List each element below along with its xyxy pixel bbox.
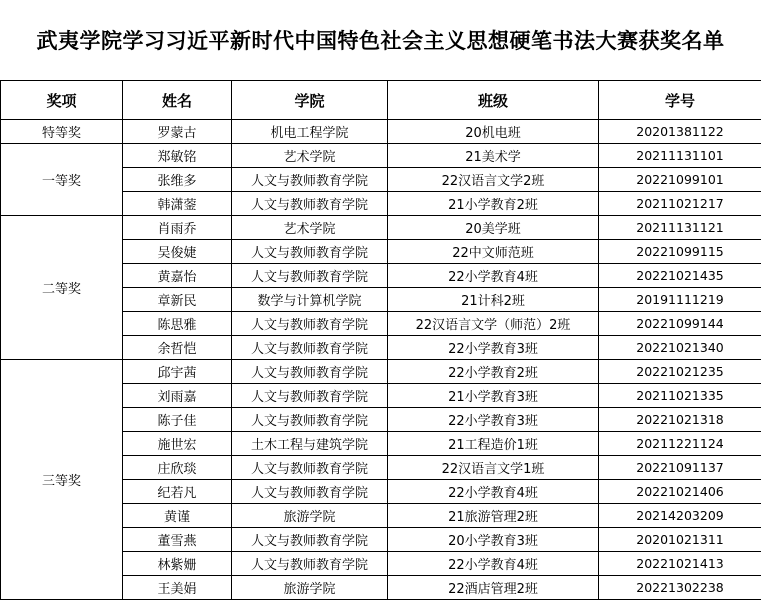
class-cell: 22中文师范班 — [388, 240, 599, 264]
student-id-cell: 20221099144 — [599, 312, 761, 336]
header-class: 班级 — [388, 81, 599, 120]
award-cell: 一等奖 — [1, 144, 123, 216]
college-cell: 人文与教师教育学院 — [232, 168, 388, 192]
student-id-cell: 20211021217 — [599, 192, 761, 216]
student-id-cell: 20211221124 — [599, 432, 761, 456]
table-row — [1, 360, 761, 384]
table-body — [1, 120, 761, 600]
award-table — [0, 80, 761, 600]
table-row — [1, 144, 761, 168]
college-cell: 人文与教师教育学院 — [232, 240, 388, 264]
class-cell: 20美学班 — [388, 216, 599, 240]
name-cell: 陈思雅 — [123, 312, 232, 336]
college-cell: 数学与计算机学院 — [232, 288, 388, 312]
student-id-cell: 20221302238 — [599, 576, 761, 600]
name-cell: 施世宏 — [123, 432, 232, 456]
class-cell: 21小学教育3班 — [388, 384, 599, 408]
college-cell: 人文与教师教育学院 — [232, 408, 388, 432]
student-id-cell: 20191111219 — [599, 288, 761, 312]
student-id-cell: 20221021435 — [599, 264, 761, 288]
name-cell: 张维多 — [123, 168, 232, 192]
college-cell: 机电工程学院 — [232, 120, 388, 144]
student-id-cell: 20221021235 — [599, 360, 761, 384]
class-cell: 21美术学 — [388, 144, 599, 168]
college-cell: 艺术学院 — [232, 144, 388, 168]
award-cell: 二等奖 — [1, 216, 123, 360]
header-student-id: 学号 — [599, 81, 761, 120]
student-id-cell: 20221091137 — [599, 456, 761, 480]
student-id-cell: 20211131121 — [599, 216, 761, 240]
name-cell: 黄嘉怡 — [123, 264, 232, 288]
name-cell: 林紫姗 — [123, 552, 232, 576]
student-id-cell: 20221021406 — [599, 480, 761, 504]
header-row — [1, 81, 761, 120]
college-cell: 土木工程与建筑学院 — [232, 432, 388, 456]
college-cell: 人文与教师教育学院 — [232, 312, 388, 336]
college-cell: 旅游学院 — [232, 504, 388, 528]
name-cell: 韩潇蓥 — [123, 192, 232, 216]
student-id-cell: 20221021340 — [599, 336, 761, 360]
name-cell: 王美娟 — [123, 576, 232, 600]
class-cell: 20小学教育3班 — [388, 528, 599, 552]
college-cell: 人文与教师教育学院 — [232, 456, 388, 480]
name-cell: 刘雨嘉 — [123, 384, 232, 408]
college-cell: 人文与教师教育学院 — [232, 264, 388, 288]
class-cell: 20机电班 — [388, 120, 599, 144]
class-cell: 21小学教育2班 — [388, 192, 599, 216]
name-cell: 肖雨乔 — [123, 216, 232, 240]
student-id-cell: 20211131101 — [599, 144, 761, 168]
class-cell: 21旅游管理2班 — [388, 504, 599, 528]
award-cell: 三等奖 — [1, 360, 123, 600]
class-cell: 22酒店管理2班 — [388, 576, 599, 600]
class-cell: 22汉语言文学（师范）2班 — [388, 312, 599, 336]
name-cell: 黄谨 — [123, 504, 232, 528]
class-cell: 22汉语言文学1班 — [388, 456, 599, 480]
name-cell: 邱宇茜 — [123, 360, 232, 384]
class-cell: 22汉语言文学2班 — [388, 168, 599, 192]
header-award: 奖项 — [1, 81, 123, 120]
class-cell: 22小学教育3班 — [388, 408, 599, 432]
college-cell: 人文与教师教育学院 — [232, 360, 388, 384]
student-id-cell: 20201381122 — [599, 120, 761, 144]
header-name: 姓名 — [123, 81, 232, 120]
college-cell: 人文与教师教育学院 — [232, 336, 388, 360]
name-cell: 章新民 — [123, 288, 232, 312]
page-title: 武夷学院学习习近平新时代中国特色社会主义思想硬笔书法大赛获奖名单 — [0, 0, 761, 80]
student-id-cell: 20201021311 — [599, 528, 761, 552]
name-cell: 罗蒙古 — [123, 120, 232, 144]
student-id-cell: 20221021413 — [599, 552, 761, 576]
award-cell: 特等奖 — [1, 120, 123, 144]
name-cell: 吴俊婕 — [123, 240, 232, 264]
class-cell: 22小学教育4班 — [388, 264, 599, 288]
college-cell: 人文与教师教育学院 — [232, 552, 388, 576]
class-cell: 22小学教育4班 — [388, 480, 599, 504]
class-cell: 21计科2班 — [388, 288, 599, 312]
class-cell: 22小学教育2班 — [388, 360, 599, 384]
class-cell: 22小学教育4班 — [388, 552, 599, 576]
student-id-cell: 20214203209 — [599, 504, 761, 528]
class-cell: 22小学教育3班 — [388, 336, 599, 360]
college-cell: 人文与教师教育学院 — [232, 480, 388, 504]
name-cell: 董雪燕 — [123, 528, 232, 552]
college-cell: 人文与教师教育学院 — [232, 528, 388, 552]
name-cell: 陈子佳 — [123, 408, 232, 432]
student-id-cell: 20211021335 — [599, 384, 761, 408]
college-cell: 旅游学院 — [232, 576, 388, 600]
student-id-cell: 20221099115 — [599, 240, 761, 264]
student-id-cell: 20221099101 — [599, 168, 761, 192]
name-cell: 庄欣琰 — [123, 456, 232, 480]
college-cell: 人文与教师教育学院 — [232, 384, 388, 408]
name-cell: 郑敏铭 — [123, 144, 232, 168]
college-cell: 人文与教师教育学院 — [232, 192, 388, 216]
student-id-cell: 20221021318 — [599, 408, 761, 432]
name-cell: 余哲恺 — [123, 336, 232, 360]
header-college: 学院 — [232, 81, 388, 120]
table-row — [1, 120, 761, 144]
name-cell: 纪若凡 — [123, 480, 232, 504]
college-cell: 艺术学院 — [232, 216, 388, 240]
table-row — [1, 216, 761, 240]
class-cell: 21工程造价1班 — [388, 432, 599, 456]
